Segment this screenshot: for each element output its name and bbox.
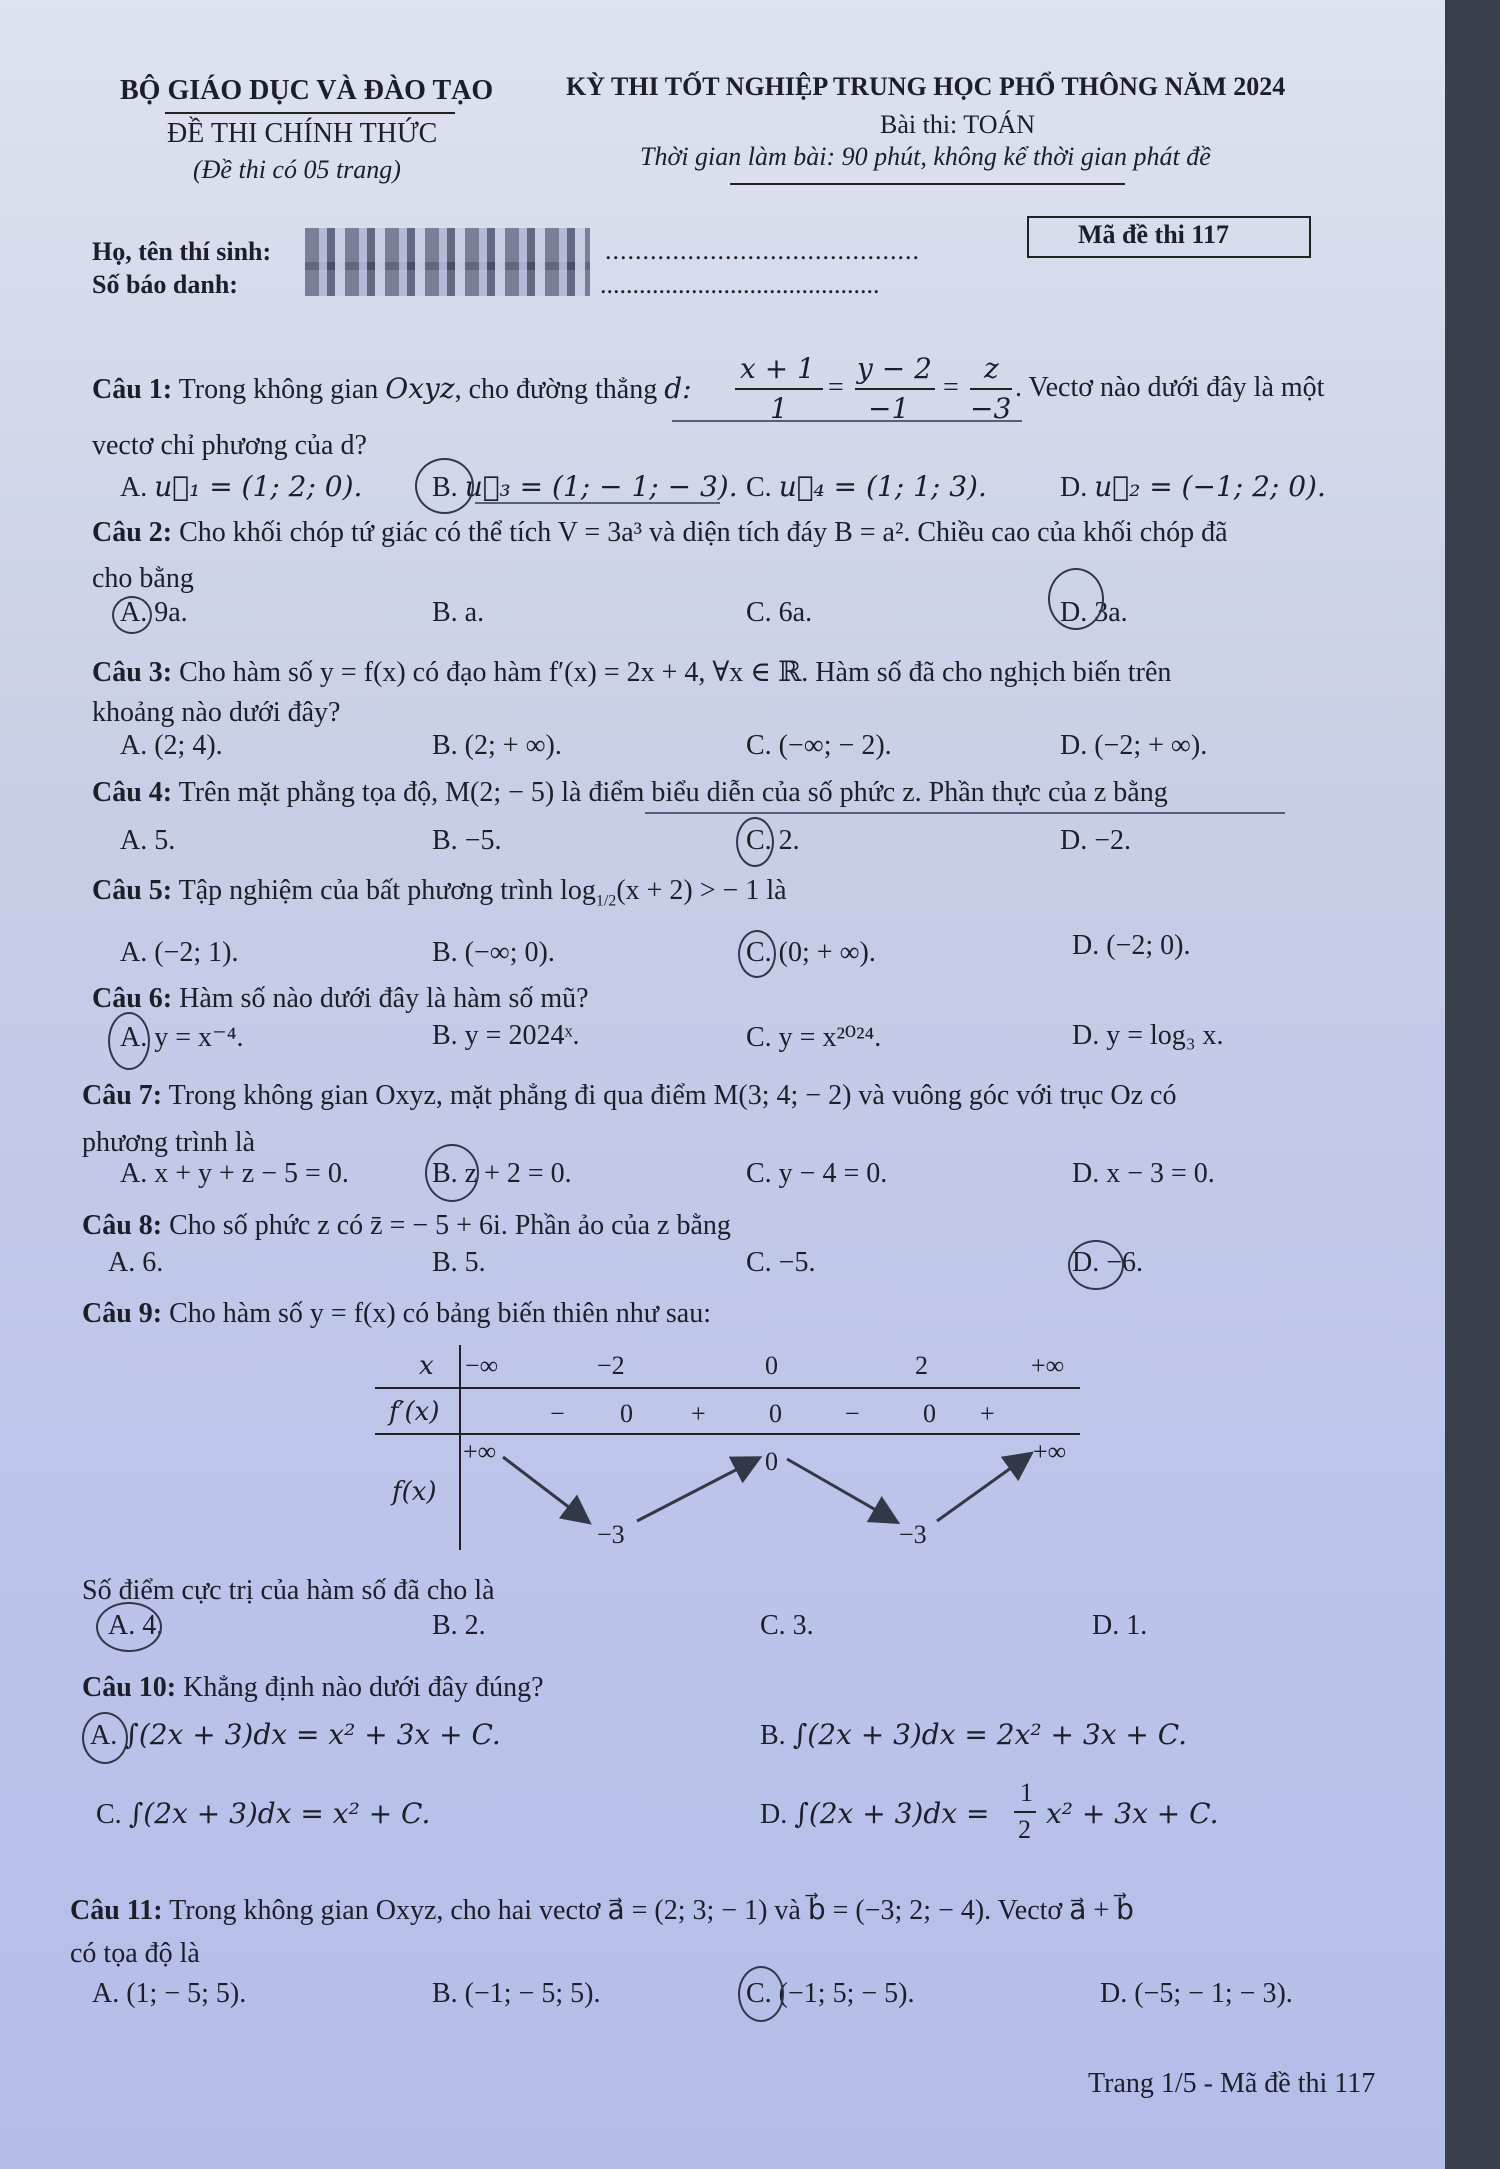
q8-option-b: B. 5. (432, 1247, 486, 1278)
q9-question: Số điểm cực trị của hàm số đã cho là (82, 1575, 495, 1606)
q9-option-d: D. 1. (1092, 1610, 1148, 1641)
page-footer: Trang 1/5 - Mã đề thi 117 (1088, 2068, 1376, 2099)
arrow-up-2 (937, 1455, 1029, 1521)
arrow-down-1 (503, 1457, 587, 1521)
q6-option-d: D. y = log₃ x. (1072, 1020, 1224, 1051)
q4-option-b: B. −5. (432, 825, 502, 856)
q10-option-b: B. ∫(2x + 3)dx = 2x² + 3x + C. (760, 1718, 1188, 1751)
q10-d-num: 1 (1020, 1778, 1033, 1807)
q8-option-c: C. −5. (746, 1247, 816, 1278)
vtable-f-4: +∞ (1033, 1437, 1067, 1466)
q1-label: Câu 1: (92, 374, 173, 405)
q5-option-c: C. (0; + ∞). (746, 937, 876, 968)
id-redacted (305, 262, 590, 296)
q1-option-b: B. u⃗₃ = (1; − 1; − 3). (432, 470, 738, 503)
q1-line-d: d: (664, 372, 692, 405)
q4-ink-underline (645, 812, 1285, 814)
q7-answer-circle (425, 1144, 479, 1202)
q5-option-b: B. (−∞; 0). (432, 937, 555, 968)
arrow-down-2 (787, 1459, 895, 1521)
vtable-sign-5: 0 (923, 1399, 936, 1428)
q10-d-val-b: x² + 3x + C. (1046, 1797, 1219, 1830)
vtable-sign-1: 0 (620, 1399, 633, 1428)
q6-answer-circle (108, 1012, 150, 1070)
q7-line1: Câu 7: Trong không gian Oxyz, mặt phẳng đi qua điểm M(3; 4; − 2) và vuông góc với trục Oz có (82, 1080, 1177, 1111)
vtable-sign-3: 0 (769, 1399, 782, 1428)
exam-code: Mã đề thi 117 (1078, 220, 1229, 249)
q1-line2: vectơ chỉ phương của d? (92, 430, 367, 461)
background-edge (1445, 0, 1500, 2169)
q3-option-a: A. (2; 4). (120, 730, 223, 761)
q8-answer-circle (1068, 1240, 1124, 1290)
vtable-sign-4: − (845, 1399, 860, 1428)
q4-option-d: D. −2. (1060, 825, 1132, 856)
q1-frac1-bar (735, 388, 823, 390)
vtable-f-1: −3 (597, 1520, 625, 1549)
q1-space: Oxyz (385, 372, 455, 405)
q7-option-a: A. x + y + z − 5 = 0. (120, 1158, 349, 1189)
q9-line1: Câu 9: Cho hàm số y = f(x) có bảng biến thiên như sau: (82, 1298, 711, 1329)
q2-option-b: B. a. (432, 597, 485, 628)
q3-option-b: B. (2; + ∞). (432, 730, 562, 761)
vtable-x-4: +∞ (1031, 1351, 1065, 1380)
q1-eq2: = (943, 372, 959, 403)
q6-option-a: A. y = x⁻⁴. (120, 1022, 244, 1053)
q5-answer-circle (738, 930, 776, 978)
vtable-f-2: 0 (765, 1447, 778, 1476)
name-dots: .......................................... (605, 236, 920, 265)
q4-line1: Câu 4: Trên mặt phẳng tọa độ, M(2; − 5) là điểm biểu diễn của số phức z. Phần thực của z bằng (92, 777, 1168, 808)
q5-line1: Câu 5: Tập nghiệm của bất phương trình $\log_{1/2}(x + 2)$ > − 1 là (92, 875, 787, 910)
vtable-x-2: 0 (765, 1351, 778, 1380)
q8-option-a: A. 6. (108, 1247, 164, 1278)
exam-time: Thời gian làm bài: 90 phút, không kể thời gian phát đề (640, 142, 1211, 171)
vtable-f-label: f(x) (392, 1477, 437, 1507)
vtable-f-0: +∞ (463, 1437, 497, 1466)
q1-frac3-num: z (984, 352, 999, 385)
vtable-arrows (375, 1345, 1080, 1550)
q11-line1: Câu 11: Trong không gian Oxyz, cho hai vectơ a⃗ = (2; 3; − 1) và b⃗ = (−3; 2; − 4). Vectơ a⃗ + b⃗ (70, 1895, 1134, 1926)
q11-option-a: A. (1; − 5; 5). (92, 1978, 247, 2009)
q11-option-d: D. (−5; − 1; − 3). (1100, 1978, 1293, 2009)
q11-option-c: C. (−1; 5; − 5). (746, 1978, 915, 2009)
vtable-fp-label: f′(x) (389, 1397, 440, 1427)
q9-answer-circle (96, 1602, 162, 1652)
q1-option-a: A. u⃗₁ = (1; 2; 0). (120, 470, 363, 503)
q9-option-b: B. 2. (432, 1610, 486, 1641)
q1-b-underline (475, 502, 720, 504)
q8-line1: Câu 8: Cho số phức z có z̄ = − 5 + 6i. Phần ảo của z bằng (82, 1210, 731, 1241)
q3-option-c: C. (−∞; − 2). (746, 730, 892, 761)
q7-option-c: C. y − 4 = 0. (746, 1158, 888, 1189)
q1-option-d: D. u⃗₂ = (−1; 2; 0). (1060, 470, 1326, 503)
q1-frac3-den: −3 (970, 392, 1012, 425)
pages-note: (Đề thi có 05 trang) (193, 155, 401, 184)
vtable-x-label: x (419, 1351, 434, 1381)
arrow-up-1 (637, 1459, 757, 1521)
q6-option-c: C. y = x²⁰²⁴. (746, 1022, 882, 1053)
vtable-f-3: −3 (899, 1520, 927, 1549)
q9-option-c: C. 3. (760, 1610, 814, 1641)
q9-option-a: A. 4. (108, 1610, 164, 1641)
q7-line2: phương trình là (82, 1127, 256, 1158)
q2-option-c: C. 6a. (746, 597, 813, 628)
ministry-underline (165, 112, 455, 114)
q1-text-b: , cho đường thẳng (454, 374, 658, 405)
q1-eq1: = (828, 372, 844, 403)
q2-line2: cho bằng (92, 563, 194, 594)
vtable-sign-6: + (980, 1399, 995, 1428)
q2-option-d: D. 3a. (1060, 597, 1128, 628)
q1-answer-circle (415, 458, 474, 514)
vtable-sign-0: − (550, 1399, 565, 1428)
name-label: Họ, tên thí sinh: (92, 237, 272, 266)
q1-frac3-bar (970, 388, 1012, 390)
q1-text-a: Trong không gian (178, 374, 379, 405)
q6-option-b: B. y = 2024ˣ. (432, 1020, 580, 1051)
q3-line2: khoảng nào dưới đây? (92, 697, 341, 728)
vtable-x-0: −∞ (465, 1351, 499, 1380)
q5-option-a: A. (−2; 1). (120, 937, 239, 968)
q10-answer-circle (82, 1712, 128, 1764)
q4-answer-circle (736, 817, 774, 867)
q2-answer-circle (1048, 568, 1104, 630)
q6-line1: Câu 6: Hàm số nào dưới đây là hàm số mũ? (92, 983, 589, 1014)
ministry-name: BỘ GIÁO DỤC VÀ ĐÀO TẠO (120, 75, 494, 106)
subject: Bài thi: TOÁN (880, 110, 1036, 139)
official-label: ĐỀ THI CHÍNH THỨC (167, 118, 438, 149)
vtable-x-3: 2 (915, 1351, 928, 1380)
q10-option-a: A. ∫(2x + 3)dx = x² + 3x + C. (90, 1718, 501, 1751)
q10-d-bar (1014, 1811, 1036, 1813)
q4-option-c: C. 2. (746, 825, 800, 856)
q2-option-a: A. 9a. (120, 597, 188, 628)
q1-frac1-den: 1 (770, 392, 788, 425)
q1-frac2-den: −1 (868, 392, 910, 425)
q11-answer-circle (738, 1966, 784, 2022)
q8-option-d: D. −6. (1072, 1247, 1144, 1278)
q7-option-b: B. z + 2 = 0. (432, 1158, 572, 1189)
q1-ink-underline (672, 420, 1022, 422)
q3-option-d: D. (−2; + ∞). (1060, 730, 1208, 761)
id-label: Số báo danh: (92, 270, 238, 299)
q2-circle-a (112, 596, 152, 634)
q10-option-c: C. ∫(2x + 3)dx = x² + C. (96, 1797, 431, 1830)
variation-table (375, 1345, 1080, 1550)
q10-line1: Câu 10: Khẳng định nào dưới đây đúng? (82, 1672, 544, 1703)
q10-option-d: D. ∫(2x + 3)dx = (760, 1797, 990, 1830)
q4-option-a: A. 5. (120, 825, 176, 856)
q7-option-d: D. x − 3 = 0. (1072, 1158, 1215, 1189)
time-underline (730, 183, 1125, 185)
id-dots: ........................................... (600, 270, 880, 299)
q10-d-den: 2 (1018, 1815, 1031, 1844)
q1-text-c: . Vectơ nào dưới đây là một (1015, 372, 1325, 403)
exam-title: KỲ THI TỐT NGHIỆP TRUNG HỌC PHỔ THÔNG NĂM 2024 (566, 72, 1286, 101)
vtable-x-1: −2 (597, 1351, 625, 1380)
q11-line2: có tọa độ là (70, 1938, 200, 1969)
q5-option-d: D. (−2; 0). (1072, 930, 1191, 961)
q1-frac1-num: x + 1 (740, 352, 815, 385)
vtable-sign-2: + (691, 1399, 706, 1428)
q1-line1 (92, 372, 692, 406)
q1-frac2-bar (855, 388, 935, 390)
q11-option-b: B. (−1; − 5; 5). (432, 1978, 601, 2009)
q1-option-c: C. u⃗₄ = (1; 1; 3). (746, 470, 987, 503)
q2-line1: Câu 2: Cho khối chóp tứ giác có thể tích V = 3a³ và diện tích đáy B = a². Chiều cao của khối chóp đã (92, 517, 1228, 548)
q3-line1: Câu 3: Cho hàm số y = f(x) có đạo hàm f′(x) = 2x + 4, ∀x ∈ ℝ. Hàm số đã cho nghịch biến trên (92, 657, 1172, 688)
q1-frac2-num: y − 2 (857, 352, 932, 385)
